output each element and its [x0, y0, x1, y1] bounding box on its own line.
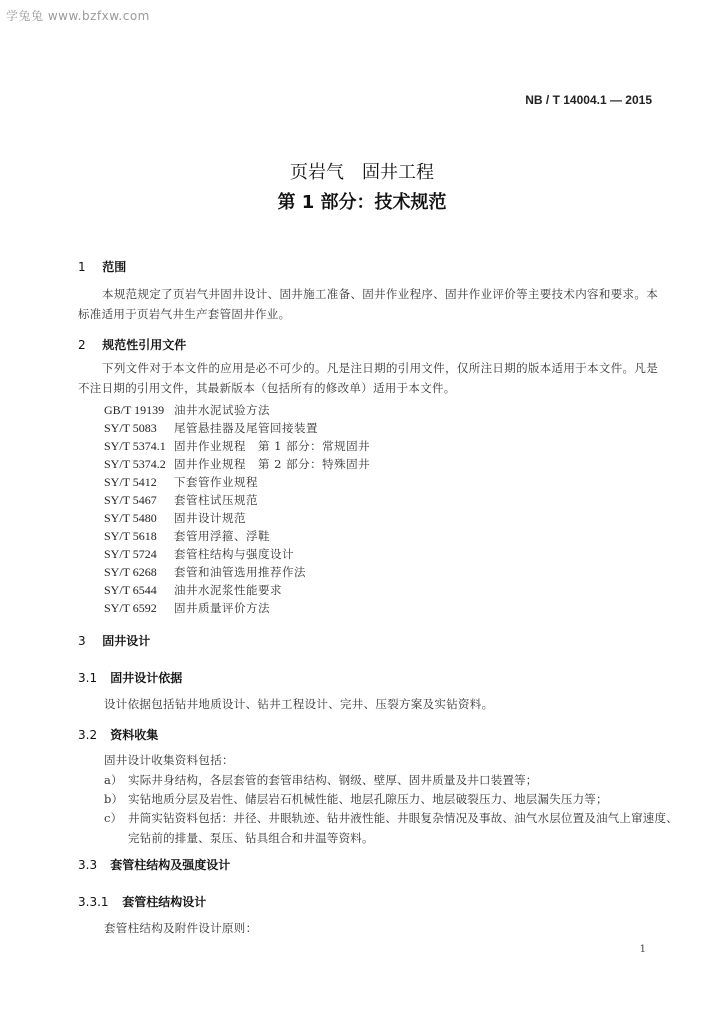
reference-code: SY/T 5412 [104, 475, 157, 489]
reference-title: 套管柱结构与强度设计 [174, 547, 294, 561]
reference-item [104, 456, 370, 472]
section-1-heading [78, 258, 126, 275]
reference-code: SY/T 5480 [104, 511, 157, 525]
section-3-2-intro: 固井设计收集资料包括： [104, 753, 234, 767]
section-3-3-heading [78, 856, 230, 873]
section-number: 2 [78, 338, 86, 352]
section-1-body: 本规范规定了页岩气井固井设计、固井施工准备、固井作业程序、固井作业评价等主要技术内容和要求。本标准适用于页岩气井生产套管固井作业。 [78, 287, 658, 321]
list-item-label: a） [104, 773, 123, 787]
reference-title: 固井质量评价方法 [174, 601, 270, 615]
reference-item [104, 402, 270, 418]
list-item-text: 井筒实钻资料包括：井径、井眼轨迹、钻井液性能、井眼复杂情况及事故、油气水层位置及油气上窜速度、完钻前的排量、泵压、钻具组合和井温等资料。 [128, 811, 678, 845]
list-item-label: b） [104, 792, 124, 806]
reference-title: 固井设计规范 [174, 511, 246, 525]
reference-item [104, 582, 282, 598]
list-item [104, 772, 538, 788]
section-title: 固井设计 [102, 634, 151, 648]
reference-title: 油井水泥试验方法 [174, 403, 270, 417]
watermark: 学兔兔 www.bzfxw.com [6, 9, 150, 23]
list-item-text: 实际井身结构，各层套管的套管串结构、钢级、壁厚、固井质量及井口装置等； [128, 773, 538, 787]
reference-item [104, 600, 270, 616]
section-title: 套管柱结构及强度设计 [110, 858, 231, 872]
reference-item [104, 564, 306, 580]
reference-title: 套管用浮箍、浮鞋 [174, 529, 270, 543]
section-2-body: 下列文件对于本文件的应用是必不可少的。凡是注日期的引用文件，仅所注日期的版本适用于本文件。凡是不注日期的引用文件，其最新版本（包括所有的修改单）适用于本文件。 [78, 361, 658, 395]
reference-item [104, 546, 294, 562]
reference-code: SY/T 6592 [104, 601, 157, 615]
section-title: 范围 [102, 260, 127, 274]
reference-item [104, 474, 258, 490]
section-3-1-heading [78, 669, 182, 686]
reference-title: 固井作业规程 第 1 部分：常规固井 [174, 439, 371, 453]
standard-code: NB / T 14004.1 — 2015 [525, 93, 652, 107]
section-title: 资料收集 [110, 728, 159, 742]
section-title: 固井设计依据 [110, 671, 183, 685]
reference-item [104, 438, 370, 454]
section-number: 1 [78, 260, 86, 274]
list-item [104, 791, 608, 807]
reference-item [104, 420, 318, 436]
reference-title: 固井作业规程 第 2 部分：特殊固井 [174, 457, 371, 471]
section-3-2-heading [78, 726, 158, 743]
section-title: 套管柱结构设计 [122, 895, 207, 909]
reference-code: SY/T 6268 [104, 565, 157, 579]
section-number: 3.1 [78, 671, 98, 685]
section-2-heading [78, 336, 186, 353]
reference-code: SY/T 5374.2 [104, 457, 166, 471]
reference-title: 油井水泥浆性能要求 [174, 583, 282, 597]
reference-title: 套管柱试压规范 [174, 493, 258, 507]
section-number: 3.2 [78, 728, 98, 742]
reference-code: SY/T 5083 [104, 421, 157, 435]
section-number: 3 [78, 634, 86, 648]
page-number: 1 [639, 944, 646, 955]
list-item-text: 实钻地质分层及岩性、储层岩石机械性能、地层孔隙压力、地层破裂压力、地层漏失压力等； [128, 792, 608, 806]
section-3-1-body: 设计依据包括钻井地质设计、钻井工程设计、完井、压裂方案及实钻资料。 [104, 697, 494, 711]
section-number: 3.3.1 [78, 895, 109, 909]
reference-item [104, 528, 270, 544]
section-title: 规范性引用文件 [102, 338, 187, 352]
reference-code: GB/T 19139 [104, 403, 165, 417]
document-subtitle: 第 1 部分：技术规范 [277, 192, 447, 213]
reference-code: SY/T 5467 [104, 493, 157, 507]
reference-title: 下套管作业规程 [174, 475, 258, 489]
section-3-heading [78, 632, 150, 649]
document-title: 页岩气 固井工程 [290, 162, 434, 183]
reference-title: 尾管悬挂器及尾管回接装置 [174, 421, 318, 435]
section-3-3-1-heading [78, 893, 206, 910]
reference-title: 套管和油管选用推荐作法 [174, 565, 306, 579]
reference-code: SY/T 5724 [104, 547, 157, 561]
section-3-3-1-body: 套管柱结构及附件设计原则： [104, 921, 258, 935]
reference-code: SY/T 6544 [104, 583, 157, 597]
list-item-label: c） [104, 811, 123, 825]
reference-code: SY/T 5374.1 [104, 439, 166, 453]
section-number: 3.3 [78, 858, 98, 872]
reference-item [104, 492, 258, 508]
reference-code: SY/T 5618 [104, 529, 157, 543]
list-item [104, 808, 680, 848]
reference-item [104, 510, 246, 526]
